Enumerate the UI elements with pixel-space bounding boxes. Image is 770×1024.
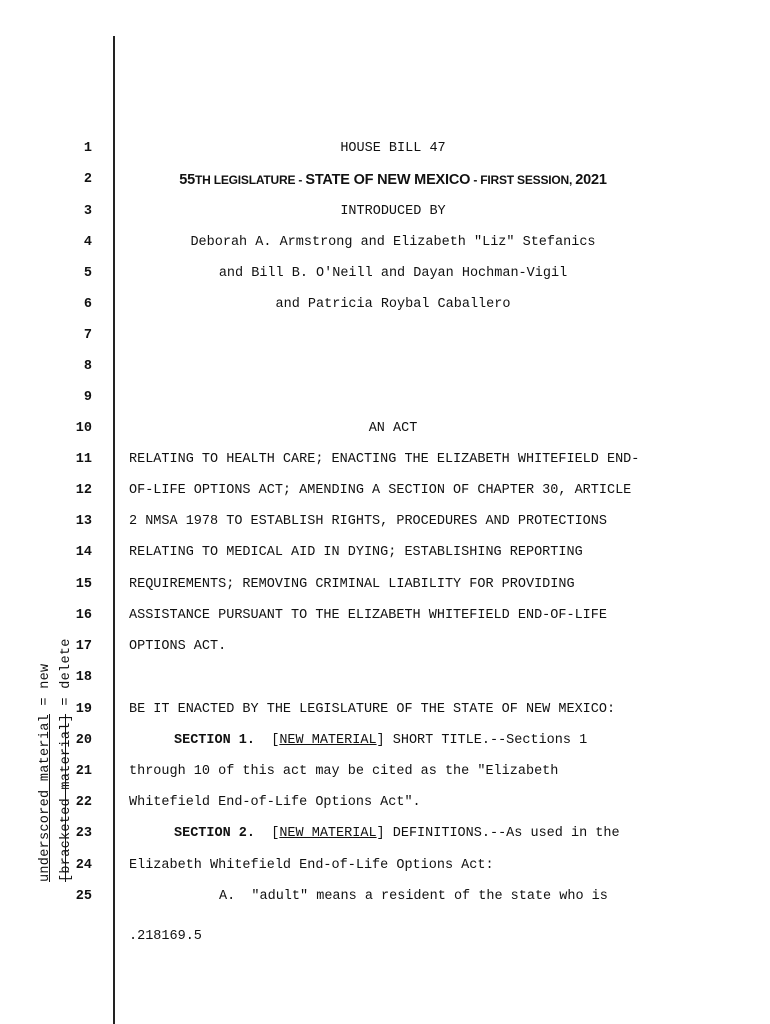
bracket-open: [ bbox=[271, 733, 280, 748]
line-number: 19 bbox=[75, 702, 92, 717]
body-line: through 10 of this act may be cited as the "Elizabeth bbox=[129, 764, 559, 779]
section-2-text: ] DEFINITIONS.--As used in the bbox=[376, 826, 620, 841]
document-line-3 bbox=[0, 203, 770, 234]
body-line: Whitefield End-of-Life Options Act". bbox=[129, 795, 421, 810]
line-number: 23 bbox=[75, 826, 92, 841]
title-line: RELATING TO MEDICAL AID IN DYING; ESTABLISHING REPORTING bbox=[129, 545, 583, 560]
document-line-13 bbox=[0, 513, 770, 544]
session-legislature: TH LEGISLATURE - bbox=[194, 173, 306, 187]
line-number: 5 bbox=[83, 266, 92, 281]
line-number: 18 bbox=[75, 670, 92, 685]
line-number: 4 bbox=[83, 235, 92, 250]
line-number: 20 bbox=[75, 733, 92, 748]
new-material-marker: NEW MATERIAL bbox=[279, 826, 377, 841]
document-line-18 bbox=[0, 669, 770, 700]
document-line-15 bbox=[0, 576, 770, 607]
line-number: 1 bbox=[83, 141, 92, 156]
sponsors-line-2: and Bill B. O'Neill and Dayan Hochman-Vigil bbox=[218, 266, 568, 281]
title-line: OF-LIFE OPTIONS ACT; AMENDING A SECTION OF CHAPTER 30, ARTICLE bbox=[129, 483, 632, 498]
document-line-24 bbox=[0, 857, 770, 888]
document-line-14 bbox=[0, 544, 770, 575]
line-number: 22 bbox=[75, 795, 92, 810]
title-line: 2 NMSA 1978 TO ESTABLISH RIGHTS, PROCEDURES AND PROTECTIONS bbox=[129, 514, 607, 529]
document-line-16 bbox=[0, 607, 770, 638]
document-line-6 bbox=[0, 296, 770, 327]
line-number: 2 bbox=[83, 172, 92, 187]
document-line-10 bbox=[0, 420, 770, 451]
line-number: 12 bbox=[75, 483, 92, 498]
line-number: 7 bbox=[83, 328, 92, 343]
session-title bbox=[130, 171, 656, 189]
document-line-19 bbox=[0, 701, 770, 732]
an-act-text: AN ACT bbox=[368, 421, 418, 436]
line-number: 6 bbox=[83, 297, 92, 312]
line-number: 21 bbox=[75, 764, 92, 779]
line-number: 9 bbox=[83, 390, 92, 405]
line-number: 10 bbox=[75, 421, 92, 436]
document-code: .218169.5 bbox=[129, 929, 202, 944]
session-state: STATE OF NEW MEXICO bbox=[305, 172, 471, 188]
section-1-heading bbox=[174, 732, 587, 750]
document-line-7 bbox=[0, 327, 770, 358]
document-line-20 bbox=[0, 732, 770, 763]
line-number: 8 bbox=[83, 359, 92, 374]
section-1-label: SECTION 1. bbox=[174, 733, 256, 748]
body-line: Elizabeth Whitefield End-of-Life Options Act: bbox=[129, 858, 494, 873]
line-number: 25 bbox=[75, 889, 92, 904]
an-act-heading bbox=[130, 420, 656, 438]
document-line-4 bbox=[0, 234, 770, 265]
bill-title: HOUSE BILL 47 bbox=[340, 141, 446, 156]
legend-new-text: underscored material bbox=[38, 713, 53, 882]
sponsors-line-1: Deborah A. Armstrong and Elizabeth "Liz" Stefanics bbox=[190, 235, 596, 250]
enacting-clause: BE IT ENACTED BY THE LEGISLATURE OF THE STATE OF NEW MEXICO: bbox=[129, 702, 616, 717]
line-number: 17 bbox=[75, 639, 92, 654]
line-number: 15 bbox=[75, 577, 92, 592]
session-year: 2021 bbox=[575, 172, 607, 188]
line-number: 11 bbox=[75, 452, 92, 467]
document-line-2 bbox=[0, 171, 770, 202]
section-2-label: SECTION 2. bbox=[174, 826, 256, 841]
line-number: 24 bbox=[75, 858, 92, 873]
line-number: 16 bbox=[75, 608, 92, 623]
line-number: 14 bbox=[75, 545, 92, 560]
document-line-8 bbox=[0, 358, 770, 389]
legend-new-suffix: = new bbox=[38, 663, 53, 714]
document-line-21 bbox=[0, 763, 770, 794]
legend-delete-text: [bracketed material] bbox=[59, 713, 74, 882]
bracket-open: [ bbox=[271, 826, 280, 841]
line-number: 3 bbox=[83, 204, 92, 219]
legend-delete-suffix: = delete bbox=[59, 638, 74, 714]
document-line-23 bbox=[0, 825, 770, 856]
sponsors-line-3: and Patricia Roybal Caballero bbox=[275, 297, 511, 312]
introduced-by: INTRODUCED BY bbox=[340, 204, 446, 219]
section-1-text: ] SHORT TITLE.--Sections 1 bbox=[376, 733, 588, 748]
line-number: 13 bbox=[75, 514, 92, 529]
title-line: REQUIREMENTS; REMOVING CRIMINAL LIABILITY FOR PROVIDING bbox=[129, 577, 575, 592]
document-line-1 bbox=[0, 140, 770, 171]
document-line-22 bbox=[0, 794, 770, 825]
new-material-marker: NEW MATERIAL bbox=[279, 733, 377, 748]
title-line: ASSISTANCE PURSUANT TO THE ELIZABETH WHITEFIELD END-OF-LIFE bbox=[129, 608, 607, 623]
body-line: A. "adult" means a resident of the state who is bbox=[219, 889, 608, 904]
document-line-9 bbox=[0, 389, 770, 420]
document-line-25 bbox=[0, 888, 770, 919]
document-line-17 bbox=[0, 638, 770, 669]
document-line-5 bbox=[0, 265, 770, 296]
document-line-12 bbox=[0, 482, 770, 513]
section-2-heading bbox=[174, 825, 620, 843]
document-line-11 bbox=[0, 451, 770, 482]
title-line: RELATING TO HEALTH CARE; ENACTING THE ELIZABETH WHITEFIELD END- bbox=[129, 452, 640, 467]
title-line: OPTIONS ACT. bbox=[129, 639, 227, 654]
session-name: - FIRST SESSION, bbox=[470, 173, 576, 187]
session-number: 55 bbox=[179, 172, 195, 188]
